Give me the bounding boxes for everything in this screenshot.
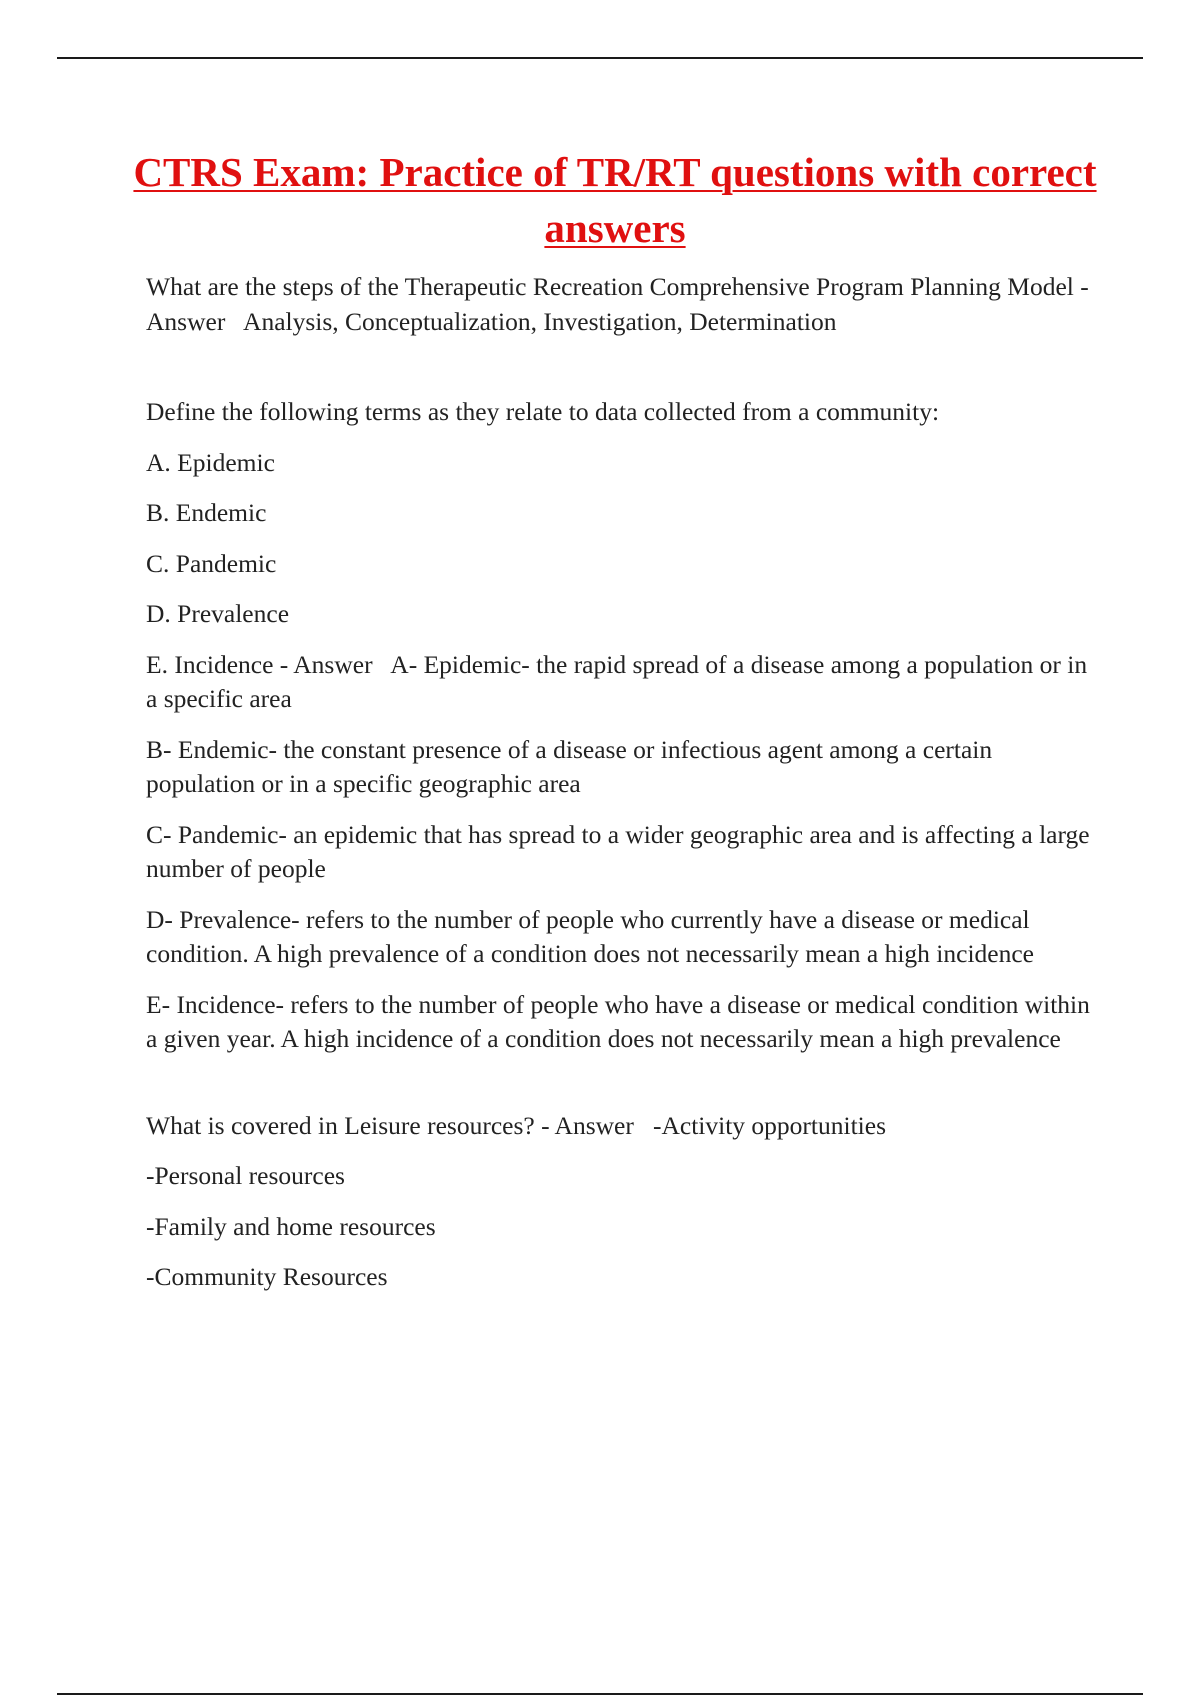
question-3-answer-4: -Community Resources: [146, 1262, 388, 1291]
question-3: [146, 1109, 1096, 1144]
question-2-answer-d: D- Prevalence- refers to the number of people who currently have a disease or medical condition. A high prevalence of a condition does not necessarily mean a high incidence: [146, 904, 1034, 968]
question-2: Define the following terms as they relate to data collected from a community:: [146, 397, 940, 426]
question-2-item-e-text: E. Incidence - Answer: [146, 649, 373, 679]
question-3-answer-3: -Family and home resources: [146, 1211, 436, 1241]
question-2-item-d: D. Prevalence: [146, 599, 290, 628]
question-2-item-c: C. Pandemic: [146, 548, 277, 578]
question-2-answer-c: C- Pandemic- an epidemic that has spread to a wider geographic area and is affecting a large number of people: [146, 819, 1090, 883]
question-2-item-b: B. Endemic: [146, 498, 267, 527]
question-3-text: What is covered in Leisure resources? - Answer: [146, 1110, 634, 1140]
document-body: [146, 270, 1096, 1311]
page-title: CTRS Exam: Practice of TR/RT questions with correct answers: [133, 149, 1097, 251]
bottom-rule: [57, 1693, 1143, 1695]
question-2-item-a: A. Epidemic: [146, 447, 275, 477]
question-2-answer-b: B- Endemic- the constant presence of a disease or infectious agent among a certain population or in a specific geographic area: [146, 734, 993, 798]
question-2-answer-a: A- Epidemic- the rapid spread of a disease among a population or in a specific area: [146, 649, 1088, 713]
top-rule: [57, 57, 1143, 59]
question-3-answer-1: -Activity opportunities: [652, 1110, 886, 1140]
question-3-answer-2: -Personal resources: [146, 1161, 345, 1190]
question-1-text: What are the steps of the Therapeutic Recreation Comprehensive Program Planning Model - Answer: [146, 272, 1089, 336]
question-1: [146, 270, 1096, 339]
question-1-answer: Analysis, Conceptualization, Investigation, Determination: [243, 306, 837, 336]
question-2-item-e: [146, 648, 1096, 717]
question-2-answer-e: E- Incidence- refers to the number of people who have a disease or medical condition within a given year. A high incidence of a condition does not necessarily mean a high prevalence: [146, 989, 1090, 1053]
